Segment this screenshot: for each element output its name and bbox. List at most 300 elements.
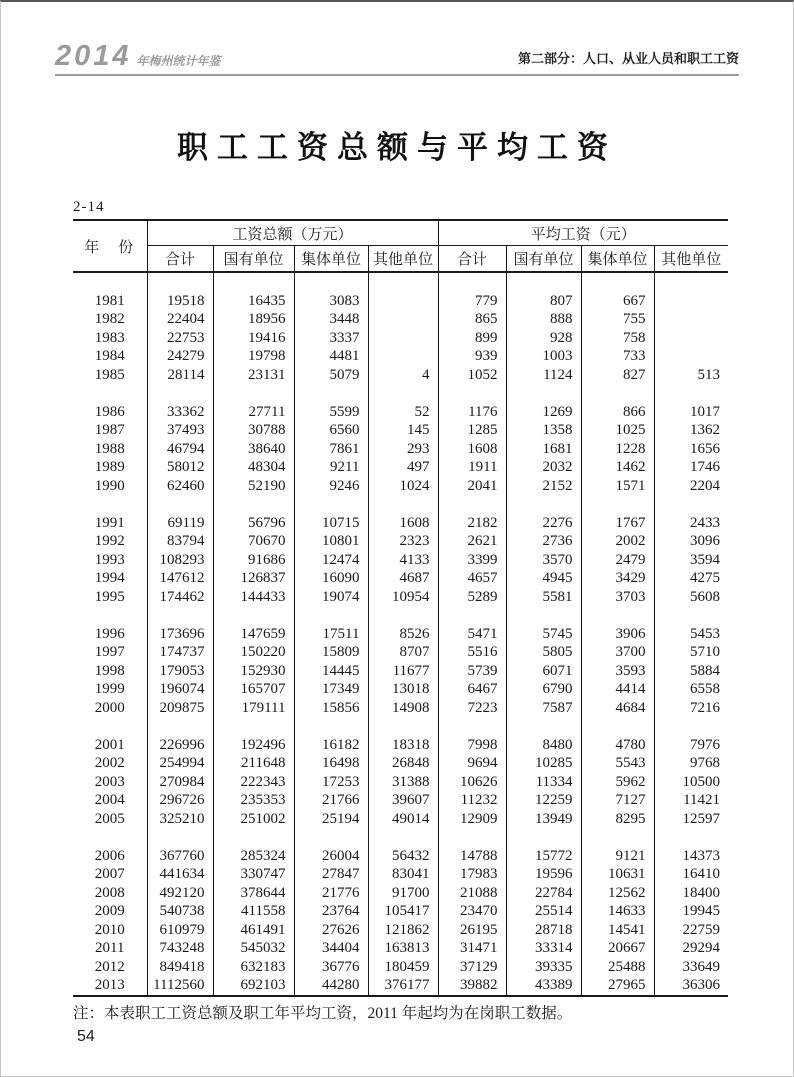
value-cell: 6790 [506, 680, 581, 699]
value-cell: 222343 [213, 773, 294, 792]
value-cell: 16498 [294, 754, 368, 773]
value-cell: 1003 [506, 347, 581, 366]
value-cell: 461491 [213, 921, 294, 940]
value-cell: 16435 [213, 292, 294, 311]
value-cell: 888 [506, 310, 581, 329]
value-cell: 4133 [368, 551, 438, 570]
value-cell: 44280 [294, 976, 368, 996]
value-cell: 3700 [581, 643, 654, 662]
value-cell: 2621 [438, 532, 506, 551]
value-cell: 3399 [438, 551, 506, 570]
value-cell: 513 [697, 366, 721, 383]
value-cell: 251002 [213, 810, 294, 829]
value-cell: 23470 [438, 902, 506, 921]
value-cell: 19945 [682, 903, 721, 919]
spacer-row [73, 606, 728, 625]
value-cell: 11677 [368, 662, 438, 681]
year-cell: 1982 [73, 310, 147, 329]
value-cell: 25194 [294, 810, 368, 829]
value-cell: 12909 [438, 810, 506, 829]
table-row [73, 625, 728, 644]
table-row [73, 884, 728, 903]
year-cell: 1994 [73, 569, 147, 588]
value-cell: 21776 [294, 884, 368, 903]
spacer-row [73, 828, 728, 847]
year-cell: 1988 [73, 440, 147, 459]
table-row [73, 366, 728, 385]
value-cell: 3096 [690, 533, 721, 549]
year-cell: 1990 [73, 477, 147, 496]
table-row [73, 662, 728, 681]
value-cell: 19074 [294, 588, 368, 607]
year-cell: 1993 [73, 551, 147, 570]
value-cell [654, 310, 728, 329]
table-row [73, 921, 728, 940]
value-cell: 12562 [581, 884, 654, 903]
value-cell: 16182 [294, 736, 368, 755]
value-cell: 4414 [581, 680, 654, 699]
year-cell: 1999 [73, 680, 147, 699]
value-cell: 1269 [506, 403, 581, 422]
col-header-state-owned-1: 国有单位 [213, 246, 294, 273]
value-cell: 1571 [581, 477, 654, 496]
value-cell: 928 [506, 329, 581, 348]
year-cell: 2006 [73, 847, 147, 866]
value-cell: 10715 [294, 514, 368, 533]
value-cell: 147612 [147, 569, 213, 588]
table-row [73, 847, 728, 866]
value-cell: 1052 [438, 366, 506, 385]
value-cell: 26848 [368, 754, 438, 773]
logo-year: 2014 [55, 40, 132, 72]
value-cell: 179111 [213, 699, 294, 718]
year-cell: 2003 [73, 773, 147, 792]
table-row [73, 551, 728, 570]
value-cell: 2323 [368, 532, 438, 551]
value-cell: 165707 [213, 680, 294, 699]
year-cell: 1991 [73, 514, 147, 533]
value-cell: 62460 [147, 477, 213, 496]
value-cell: 37129 [438, 958, 506, 977]
value-cell: 5471 [438, 625, 506, 644]
col-header-collective-2: 集体单位 [581, 246, 654, 273]
table-row [73, 588, 728, 607]
value-cell: 545032 [213, 939, 294, 958]
value-cell: 37493 [147, 421, 213, 440]
value-cell: 8480 [506, 736, 581, 755]
value-cell: 70670 [213, 532, 294, 551]
table-row [73, 292, 728, 311]
value-cell: 39335 [506, 958, 581, 977]
value-cell: 7998 [438, 736, 506, 755]
value-cell: 58012 [147, 458, 213, 477]
value-cell: 2182 [438, 514, 506, 533]
value-cell: 14541 [581, 921, 654, 940]
value-cell: 12597 [682, 810, 721, 827]
value-cell: 16410 [682, 866, 721, 882]
value-cell: 22759 [682, 921, 721, 938]
value-cell: 5543 [581, 754, 654, 773]
value-cell: 6558 [690, 681, 721, 697]
value-cell: 1608 [368, 514, 438, 533]
table-row [73, 329, 728, 348]
value-cell: 28718 [506, 921, 581, 940]
value-cell: 18956 [213, 310, 294, 329]
year-cell: 2001 [73, 736, 147, 755]
value-cell: 827 [581, 366, 654, 385]
value-cell: 270984 [147, 773, 213, 792]
value-cell: 15856 [294, 699, 368, 718]
table-row [73, 958, 728, 977]
value-cell: 6560 [294, 421, 368, 440]
value-cell: 1358 [506, 421, 581, 440]
table-row [73, 310, 728, 329]
value-cell: 10626 [438, 773, 506, 792]
value-cell: 9246 [294, 477, 368, 496]
value-cell: 376177 [368, 976, 438, 996]
value-cell: 23131 [213, 366, 294, 385]
value-cell [368, 347, 438, 366]
value-cell: 2204 [690, 477, 721, 494]
value-cell: 296726 [147, 791, 213, 810]
value-cell: 27965 [581, 976, 654, 996]
value-cell: 209875 [147, 699, 213, 718]
value-cell: 25514 [506, 902, 581, 921]
table-row [73, 680, 728, 699]
value-cell: 26004 [294, 847, 368, 866]
value-cell: 179053 [147, 662, 213, 681]
value-cell: 25488 [581, 958, 654, 977]
value-cell: 2736 [506, 532, 581, 551]
table-row [73, 532, 728, 551]
value-cell: 1176 [438, 403, 506, 422]
spacer-row [73, 272, 728, 292]
value-cell: 43389 [506, 976, 581, 996]
value-cell: 2041 [438, 477, 506, 496]
value-cell: 38640 [213, 440, 294, 459]
year-cell: 2009 [73, 902, 147, 921]
value-cell: 173696 [147, 625, 213, 644]
value-cell: 3570 [506, 551, 581, 570]
table-row [73, 514, 728, 533]
spacer-row [73, 384, 728, 403]
value-cell: 7216 [690, 699, 721, 716]
value-cell: 10954 [368, 588, 438, 607]
value-cell: 7127 [581, 791, 654, 810]
year-cell: 1986 [73, 403, 147, 422]
value-cell: 34404 [294, 939, 368, 958]
col-header-total-1: 合计 [147, 246, 213, 273]
value-cell: 492120 [147, 884, 213, 903]
value-cell: 2152 [506, 477, 581, 496]
value-cell: 1285 [438, 421, 506, 440]
table-row [73, 477, 728, 496]
value-cell: 14445 [294, 662, 368, 681]
col-header-other-2: 其他单位 [654, 246, 728, 273]
year-cell: 2010 [73, 921, 147, 940]
running-header [55, 2, 739, 76]
year-cell: 1997 [73, 643, 147, 662]
value-cell: 378644 [213, 884, 294, 903]
value-cell: 1911 [438, 458, 506, 477]
value-cell: 1362 [690, 422, 721, 438]
value-cell: 144433 [213, 588, 294, 607]
page-number: 54 [77, 1028, 95, 1045]
value-cell: 29294 [682, 940, 721, 956]
value-cell: 21088 [438, 884, 506, 903]
value-cell: 19518 [147, 292, 213, 311]
col-header-total-2: 合计 [438, 246, 506, 273]
year-cell: 2013 [73, 976, 147, 996]
spacer-row [73, 717, 728, 736]
value-cell: 19596 [506, 865, 581, 884]
value-cell: 7976 [690, 736, 721, 753]
value-cell: 26195 [438, 921, 506, 940]
value-cell: 108293 [147, 551, 213, 570]
value-cell: 939 [438, 347, 506, 366]
value-cell: 8526 [368, 625, 438, 644]
value-cell: 285324 [213, 847, 294, 866]
value-cell: 36306 [682, 977, 721, 993]
value-cell: 192496 [213, 736, 294, 755]
value-cell: 91686 [213, 551, 294, 570]
year-cell: 1998 [73, 662, 147, 681]
table-number: 2-14 [73, 199, 105, 215]
value-cell: 83041 [368, 865, 438, 884]
value-cell: 145 [368, 421, 438, 440]
footnote: 注：本表职工工资总额及职工年平均工资，2011 年起均为在岗职工数据。 [73, 1004, 573, 1022]
value-cell: 1656 [690, 440, 721, 457]
table-row [73, 440, 728, 459]
value-cell: 83794 [147, 532, 213, 551]
value-cell: 254994 [147, 754, 213, 773]
value-cell: 28114 [147, 366, 213, 385]
value-cell: 10631 [581, 865, 654, 884]
year-cell: 2000 [73, 699, 147, 718]
value-cell: 36776 [294, 958, 368, 977]
value-cell: 441634 [147, 865, 213, 884]
value-cell: 7223 [438, 699, 506, 718]
value-cell: 1112560 [147, 976, 213, 996]
value-cell: 39607 [368, 791, 438, 810]
value-cell: 211648 [213, 754, 294, 773]
table-row [73, 569, 728, 588]
value-cell: 121862 [368, 921, 438, 940]
value-cell: 16090 [294, 569, 368, 588]
page-title: 职工工资总额与平均工资 [177, 130, 617, 165]
value-cell: 5581 [506, 588, 581, 607]
year-cell: 1987 [73, 421, 147, 440]
value-cell: 33649 [682, 958, 721, 975]
value-cell: 18400 [682, 884, 721, 901]
table-row [73, 421, 728, 440]
value-cell: 2002 [581, 532, 654, 551]
table-row [73, 865, 728, 884]
value-cell: 52190 [213, 477, 294, 496]
value-cell: 180459 [368, 958, 438, 977]
value-cell: 4275 [690, 570, 721, 586]
value-cell: 105417 [368, 902, 438, 921]
year-cell: 1985 [73, 366, 147, 385]
value-cell: 325210 [147, 810, 213, 829]
table-row [73, 939, 728, 958]
table-row [73, 773, 728, 792]
value-cell: 31471 [438, 939, 506, 958]
value-cell: 3337 [294, 329, 368, 348]
value-cell: 865 [438, 310, 506, 329]
value-cell: 174462 [147, 588, 213, 607]
value-cell: 5745 [506, 625, 581, 644]
value-cell: 1462 [581, 458, 654, 477]
value-cell: 5739 [438, 662, 506, 681]
value-cell: 3703 [581, 588, 654, 607]
value-cell: 779 [438, 292, 506, 311]
value-cell: 5453 [690, 625, 721, 642]
value-cell: 226996 [147, 736, 213, 755]
year-cell: 2002 [73, 754, 147, 773]
value-cell: 2479 [581, 551, 654, 570]
value-cell: 9121 [581, 847, 654, 866]
table-row [73, 791, 728, 810]
year-cell: 1992 [73, 532, 147, 551]
value-cell: 367760 [147, 847, 213, 866]
table-row [73, 810, 728, 829]
value-cell: 10801 [294, 532, 368, 551]
value-cell: 17349 [294, 680, 368, 699]
value-cell [368, 329, 438, 348]
value-cell: 2276 [506, 514, 581, 533]
value-cell: 3448 [294, 310, 368, 329]
value-cell: 1124 [506, 366, 581, 385]
value-cell: 21766 [294, 791, 368, 810]
value-cell: 1024 [368, 477, 438, 496]
value-cell: 497 [368, 458, 438, 477]
value-cell: 899 [438, 329, 506, 348]
total-wages-group-header: 工资总额（万元） [147, 220, 438, 246]
value-cell: 8707 [368, 643, 438, 662]
year-cell: 1996 [73, 625, 147, 644]
value-cell: 4684 [581, 699, 654, 718]
value-cell: 10500 [682, 773, 721, 790]
value-cell: 69119 [147, 514, 213, 533]
table-row [73, 902, 728, 921]
value-cell: 30788 [213, 421, 294, 440]
value-cell: 7861 [294, 440, 368, 459]
year-cell: 1989 [73, 458, 147, 477]
value-cell: 866 [581, 403, 654, 422]
value-cell: 14788 [438, 847, 506, 866]
value-cell: 22753 [147, 329, 213, 348]
value-cell: 5599 [294, 403, 368, 422]
value-cell: 807 [506, 292, 581, 311]
value-cell: 12474 [294, 551, 368, 570]
year-cell: 1984 [73, 347, 147, 366]
value-cell: 610979 [147, 921, 213, 940]
year-cell: 1995 [73, 588, 147, 607]
value-cell: 150220 [213, 643, 294, 662]
value-cell [368, 310, 438, 329]
value-cell: 5805 [506, 643, 581, 662]
value-cell: 13949 [506, 810, 581, 829]
value-cell: 632183 [213, 958, 294, 977]
value-cell: 411558 [213, 902, 294, 921]
value-cell: 5516 [438, 643, 506, 662]
value-cell: 27847 [294, 865, 368, 884]
value-cell: 39882 [438, 976, 506, 996]
value-cell: 19798 [213, 347, 294, 366]
table-row [73, 754, 728, 773]
year-cell: 2004 [73, 791, 147, 810]
value-cell: 540738 [147, 902, 213, 921]
value-cell: 22784 [506, 884, 581, 903]
value-cell: 27711 [213, 403, 294, 422]
year-cell: 1981 [73, 292, 147, 311]
value-cell: 14373 [682, 847, 721, 864]
yearbook-logo [55, 40, 221, 72]
value-cell: 5079 [294, 366, 368, 385]
value-cell: 49014 [368, 810, 438, 829]
value-cell: 17983 [438, 865, 506, 884]
col-header-state-owned-2: 国有单位 [506, 246, 581, 273]
value-cell: 33314 [506, 939, 581, 958]
value-cell: 5962 [581, 773, 654, 792]
value-cell: 56432 [368, 847, 438, 866]
value-cell: 692103 [213, 976, 294, 996]
value-cell: 52 [368, 403, 438, 422]
value-cell: 11334 [506, 773, 581, 792]
value-cell: 293 [368, 440, 438, 459]
value-cell: 1017 [690, 403, 721, 420]
table-row [73, 458, 728, 477]
spacer-row [73, 495, 728, 514]
value-cell: 14633 [581, 902, 654, 921]
value-cell: 4945 [506, 569, 581, 588]
value-cell: 5289 [438, 588, 506, 607]
value-cell: 667 [581, 292, 654, 311]
table-row [73, 976, 728, 996]
value-cell: 2433 [690, 514, 721, 531]
value-cell [654, 292, 728, 311]
value-cell: 758 [581, 329, 654, 348]
value-cell: 733 [581, 347, 654, 366]
value-cell: 10285 [506, 754, 581, 773]
year-column-header: 年 份 [73, 220, 147, 272]
value-cell: 4481 [294, 347, 368, 366]
value-cell: 3906 [581, 625, 654, 644]
average-wage-group-header: 平均工资（元） [438, 220, 728, 246]
value-cell: 5710 [690, 644, 721, 660]
year-cell: 1983 [73, 329, 147, 348]
value-cell: 48304 [213, 458, 294, 477]
col-header-collective-1: 集体单位 [294, 246, 368, 273]
value-cell: 6467 [438, 680, 506, 699]
value-cell: 12259 [506, 791, 581, 810]
value-cell: 24279 [147, 347, 213, 366]
table-row [73, 347, 728, 366]
value-cell: 849418 [147, 958, 213, 977]
value-cell: 1767 [581, 514, 654, 533]
section-title: 第二部分：人口、从业人员和职工工资 [517, 51, 739, 66]
value-cell: 19416 [213, 329, 294, 348]
value-cell: 20667 [581, 939, 654, 958]
value-cell: 27626 [294, 921, 368, 940]
value-cell: 3429 [581, 569, 654, 588]
value-cell: 152930 [213, 662, 294, 681]
value-cell: 4 [368, 366, 438, 385]
value-cell: 196074 [147, 680, 213, 699]
value-cell: 8295 [581, 810, 654, 829]
value-cell: 3083 [294, 292, 368, 311]
